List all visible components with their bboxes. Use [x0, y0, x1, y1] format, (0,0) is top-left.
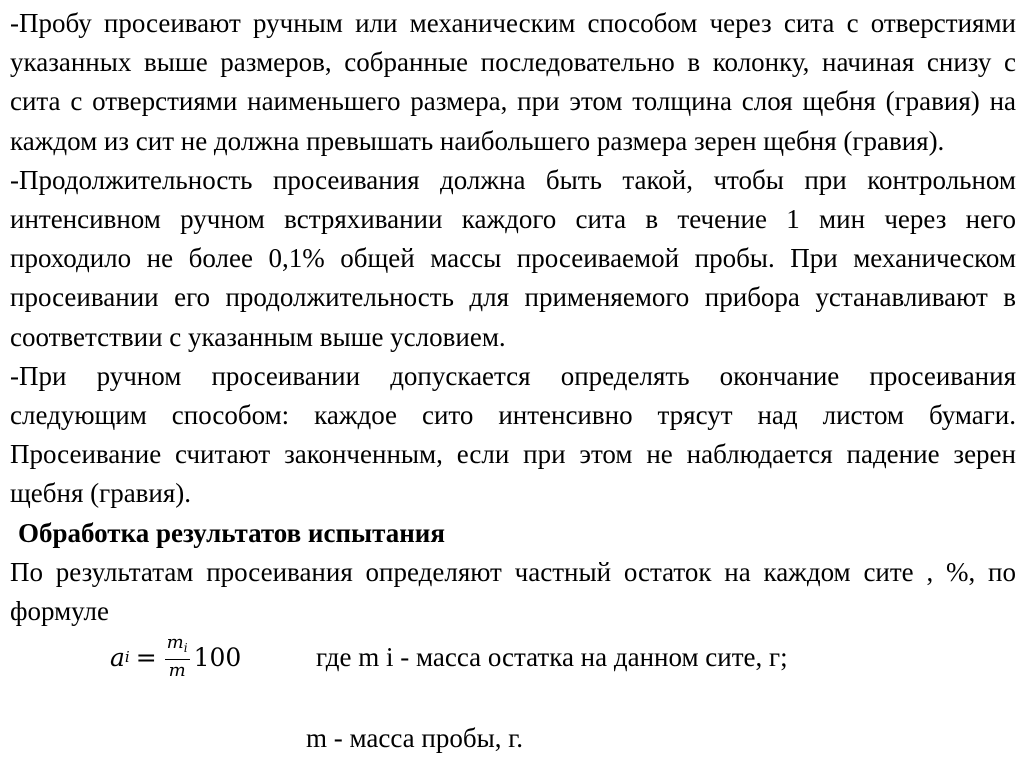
document-page: [10, 4, 1016, 681]
formula-factor: 100: [193, 642, 242, 672]
formula-numerator: [165, 633, 190, 660]
paragraph-manual-sieving: -При ручном просеивании допускается определять окончание просеивания следующим способом: каждое сито интенсивно трясут над листом бумаги. Просеивание считают законченным, если при этом не наблюдается падение зерен щебня (гравия).: [10, 360, 1016, 509]
numerator-subscript: i: [183, 641, 188, 656]
paragraph-sieving-method: -Пробу просеивают ручным или механическим способом через сита с отверстиями указанных выше размеров, собранные последовательно в колонку, начиная снизу с сита с отверстиями наименьшего размера, при этом толщина слоя щебня (гравия) на каждом из сит не должна превышать наибольшего размера зерен щебня (гравия).: [10, 8, 1016, 156]
formula-lhs: a: [110, 642, 125, 672]
formula: [110, 633, 241, 681]
paragraph-results: По результатам просеивания определяют частный остаток на каждом сите , %, по формуле: [10, 556, 1016, 627]
formula-denominator: m: [168, 660, 186, 682]
formula-equals: =: [135, 642, 157, 672]
formula-where-mi: где m i - масса остатка на данном сите, г;: [316, 642, 788, 673]
formula-row: [10, 631, 1016, 681]
formula-where-m: m - масса пробы, г.: [306, 723, 524, 753]
formula-fraction: [165, 633, 190, 681]
formula-lhs-subscript: i: [124, 648, 130, 667]
numerator-var: m: [166, 632, 184, 654]
paragraph-sieving-duration: -Продолжительность просеивания должна быть такой, чтобы при контрольном интенсивном ручном встряхивании каждого сита в течение 1 мин через него проходило не более 0,1% общей массы просеиваемой пробы. При механическом просеивании его продолжительность для применяемого прибора устанавливают в соответствии с указанным выше условием.: [10, 164, 1016, 352]
section-heading: Обработка результатов испытания: [18, 517, 445, 548]
